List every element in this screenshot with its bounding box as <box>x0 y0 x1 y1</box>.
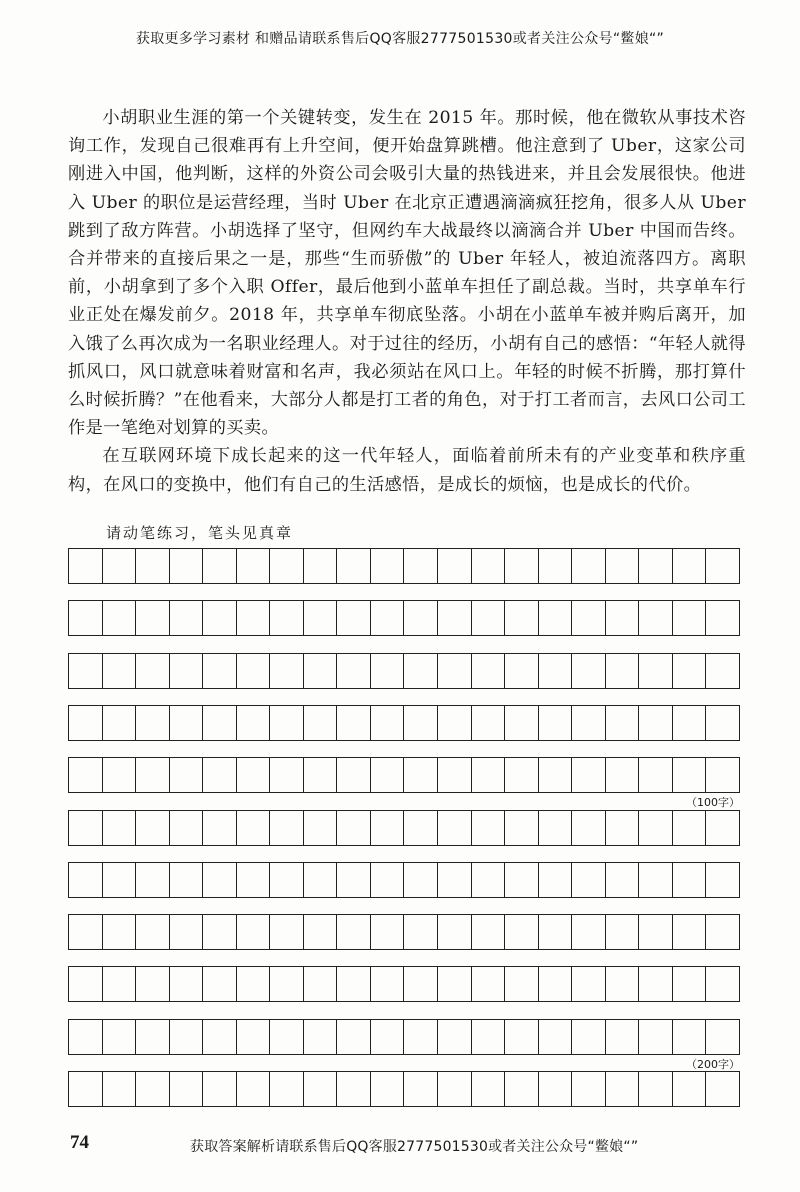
grid-cell[interactable] <box>606 863 640 897</box>
grid-cell[interactable] <box>472 1072 506 1106</box>
grid-cell[interactable] <box>304 601 338 635</box>
grid-cell[interactable] <box>438 1072 472 1106</box>
grid-cell[interactable] <box>170 1072 204 1106</box>
grid-cell[interactable] <box>539 549 573 583</box>
grid-cell[interactable] <box>639 863 673 897</box>
grid-cell[interactable] <box>438 654 472 688</box>
grid-cell[interactable] <box>472 706 506 740</box>
grid-cell[interactable] <box>572 601 606 635</box>
grid-cell[interactable] <box>438 706 472 740</box>
grid-cell[interactable] <box>639 706 673 740</box>
grid-cell[interactable] <box>170 654 204 688</box>
grid-cell[interactable] <box>270 967 304 1001</box>
grid-cell[interactable] <box>706 654 739 688</box>
grid-cell[interactable] <box>304 549 338 583</box>
grid-cell[interactable] <box>337 915 371 949</box>
grid-cell[interactable] <box>606 915 640 949</box>
grid-cell[interactable] <box>237 758 271 792</box>
grid-cell[interactable] <box>639 601 673 635</box>
grid-row <box>68 914 740 950</box>
grid-cell[interactable] <box>505 811 539 845</box>
grid-cell[interactable] <box>304 967 338 1001</box>
grid-cell[interactable] <box>304 1072 338 1106</box>
grid-cell[interactable] <box>706 915 739 949</box>
grid-cell[interactable] <box>572 863 606 897</box>
grid-cell[interactable] <box>404 811 438 845</box>
grid-cell[interactable] <box>572 915 606 949</box>
grid-cell[interactable] <box>673 967 707 1001</box>
grid-cell[interactable] <box>337 549 371 583</box>
grid-cell[interactable] <box>438 811 472 845</box>
grid-cell[interactable] <box>438 1020 472 1054</box>
grid-cell[interactable] <box>371 601 405 635</box>
grid-cell[interactable] <box>404 758 438 792</box>
grid-cell[interactable] <box>337 811 371 845</box>
grid-cell[interactable] <box>304 863 338 897</box>
grid-cell[interactable] <box>673 811 707 845</box>
grid-cell[interactable] <box>539 706 573 740</box>
grid-cell[interactable] <box>572 706 606 740</box>
grid-cell[interactable] <box>103 915 137 949</box>
grid-cell[interactable] <box>371 706 405 740</box>
grid-row <box>68 548 740 584</box>
grid-cell[interactable] <box>472 601 506 635</box>
grid-cell[interactable] <box>505 758 539 792</box>
grid-cell[interactable] <box>606 601 640 635</box>
grid-cell[interactable] <box>270 706 304 740</box>
grid-cell[interactable] <box>706 549 739 583</box>
grid-cell[interactable] <box>572 758 606 792</box>
grid-cell[interactable] <box>438 915 472 949</box>
grid-cell[interactable] <box>203 654 237 688</box>
grid-cell[interactable] <box>472 1020 506 1054</box>
grid-cell[interactable] <box>539 811 573 845</box>
grid-cell[interactable] <box>69 863 103 897</box>
grid-cell[interactable] <box>136 967 170 1001</box>
page-number: 74 <box>70 1132 89 1153</box>
word-count-mark: （100字） <box>686 796 740 810</box>
grid-cell[interactable] <box>572 811 606 845</box>
grid-cell[interactable] <box>203 758 237 792</box>
grid-cell[interactable] <box>572 1020 606 1054</box>
grid-cell[interactable] <box>103 863 137 897</box>
grid-row <box>68 1019 740 1055</box>
grid-cell[interactable] <box>304 706 338 740</box>
grid-cell[interactable] <box>404 706 438 740</box>
grid-cell[interactable] <box>337 758 371 792</box>
grid-cell[interactable] <box>69 1072 103 1106</box>
grid-cell[interactable] <box>170 915 204 949</box>
grid-cell[interactable] <box>304 1020 338 1054</box>
grid-cell[interactable] <box>706 758 739 792</box>
grid-cell[interactable] <box>539 863 573 897</box>
grid-cell[interactable] <box>170 549 204 583</box>
grid-cell[interactable] <box>438 549 472 583</box>
grid-cell[interactable] <box>404 601 438 635</box>
grid-cell[interactable] <box>673 1072 707 1106</box>
grid-cell[interactable] <box>606 1020 640 1054</box>
grid-cell[interactable] <box>304 654 338 688</box>
grid-cell[interactable] <box>69 915 103 949</box>
grid-cell[interactable] <box>203 863 237 897</box>
grid-cell[interactable] <box>237 811 271 845</box>
grid-cell[interactable] <box>304 811 338 845</box>
grid-cell[interactable] <box>404 549 438 583</box>
grid-cell[interactable] <box>203 601 237 635</box>
grid-cell[interactable] <box>505 706 539 740</box>
exercise-prompt: 请动笔练习，笔头见真章 <box>106 524 294 542</box>
grid-cell[interactable] <box>639 1072 673 1106</box>
grid-row <box>68 810 740 846</box>
grid-cell[interactable] <box>270 654 304 688</box>
grid-cell[interactable] <box>136 706 170 740</box>
grid-cell[interactable] <box>304 915 338 949</box>
grid-cell[interactable] <box>572 654 606 688</box>
grid-cell[interactable] <box>237 706 271 740</box>
grid-cell[interactable] <box>505 967 539 1001</box>
grid-cell[interactable] <box>606 758 640 792</box>
grid-cell[interactable] <box>505 1020 539 1054</box>
grid-cell[interactable] <box>606 654 640 688</box>
grid-cell[interactable] <box>270 1072 304 1106</box>
grid-cell[interactable] <box>371 549 405 583</box>
grid-cell[interactable] <box>505 863 539 897</box>
grid-cell[interactable] <box>203 811 237 845</box>
grid-cell[interactable] <box>472 967 506 1001</box>
grid-cell[interactable] <box>270 811 304 845</box>
grid-cell[interactable] <box>136 549 170 583</box>
grid-cell[interactable] <box>472 863 506 897</box>
grid-row <box>68 1071 740 1107</box>
grid-cell[interactable] <box>539 1020 573 1054</box>
grid-cell[interactable] <box>673 549 707 583</box>
grid-cell[interactable] <box>539 1072 573 1106</box>
grid-cell[interactable] <box>371 758 405 792</box>
grid-cell[interactable] <box>438 601 472 635</box>
grid-cell[interactable] <box>136 1020 170 1054</box>
grid-cell[interactable] <box>371 967 405 1001</box>
grid-cell[interactable] <box>639 549 673 583</box>
grid-cell[interactable] <box>606 1072 640 1106</box>
grid-cell[interactable] <box>706 601 739 635</box>
grid-cell[interactable] <box>304 758 338 792</box>
grid-cell[interactable] <box>103 967 137 1001</box>
grid-cell[interactable] <box>371 654 405 688</box>
grid-cell[interactable] <box>337 1072 371 1106</box>
grid-cell[interactable] <box>237 654 271 688</box>
grid-cell[interactable] <box>572 1072 606 1106</box>
grid-cell[interactable] <box>237 601 271 635</box>
grid-cell[interactable] <box>337 601 371 635</box>
grid-cell[interactable] <box>572 967 606 1001</box>
grid-cell[interactable] <box>103 811 137 845</box>
grid-cell[interactable] <box>170 601 204 635</box>
grid-row <box>68 966 740 1002</box>
grid-row <box>68 600 740 636</box>
grid-cell[interactable] <box>170 811 204 845</box>
grid-cell[interactable] <box>371 811 405 845</box>
grid-cell[interactable] <box>69 706 103 740</box>
grid-cell[interactable] <box>136 915 170 949</box>
grid-cell[interactable] <box>639 811 673 845</box>
grid-cell[interactable] <box>505 601 539 635</box>
grid-cell[interactable] <box>270 863 304 897</box>
grid-cell[interactable] <box>706 863 739 897</box>
grid-row <box>68 862 740 898</box>
grid-cell[interactable] <box>606 811 640 845</box>
grid-cell[interactable] <box>337 654 371 688</box>
grid-cell[interactable] <box>237 549 271 583</box>
grid-cell[interactable] <box>606 967 640 1001</box>
grid-cell[interactable] <box>337 967 371 1001</box>
grid-cell[interactable] <box>69 654 103 688</box>
grid-cell[interactable] <box>706 967 739 1001</box>
grid-cell[interactable] <box>203 549 237 583</box>
grid-cell[interactable] <box>572 549 606 583</box>
grid-cell[interactable] <box>136 601 170 635</box>
grid-cell[interactable] <box>472 915 506 949</box>
grid-cell[interactable] <box>673 758 707 792</box>
grid-cell[interactable] <box>505 1072 539 1106</box>
grid-cell[interactable] <box>136 811 170 845</box>
grid-cell[interactable] <box>136 1072 170 1106</box>
grid-cell[interactable] <box>270 1020 304 1054</box>
grid-cell[interactable] <box>170 706 204 740</box>
grid-cell[interactable] <box>539 758 573 792</box>
grid-cell[interactable] <box>237 1020 271 1054</box>
grid-cell[interactable] <box>673 654 707 688</box>
grid-cell[interactable] <box>270 758 304 792</box>
grid-cell[interactable] <box>673 601 707 635</box>
grid-cell[interactable] <box>639 915 673 949</box>
grid-cell[interactable] <box>706 706 739 740</box>
grid-cell[interactable] <box>69 601 103 635</box>
grid-cell[interactable] <box>170 863 204 897</box>
grid-cell[interactable] <box>606 549 640 583</box>
word-count-mark: （200字） <box>686 1057 740 1071</box>
grid-cell[interactable] <box>103 1072 137 1106</box>
grid-cell[interactable] <box>404 1020 438 1054</box>
grid-cell[interactable] <box>539 967 573 1001</box>
grid-cell[interactable] <box>103 601 137 635</box>
grid-cell[interactable] <box>639 1020 673 1054</box>
grid-cell[interactable] <box>706 811 739 845</box>
grid-cell[interactable] <box>237 967 271 1001</box>
grid-cell[interactable] <box>103 654 137 688</box>
grid-cell[interactable] <box>270 915 304 949</box>
grid-cell[interactable] <box>371 1072 405 1106</box>
grid-cell[interactable] <box>69 811 103 845</box>
grid-cell[interactable] <box>404 863 438 897</box>
grid-cell[interactable] <box>371 1020 405 1054</box>
grid-cell[interactable] <box>237 1072 271 1106</box>
grid-cell[interactable] <box>170 758 204 792</box>
grid-cell[interactable] <box>539 654 573 688</box>
grid-cell[interactable] <box>170 967 204 1001</box>
grid-cell[interactable] <box>639 967 673 1001</box>
grid-cell[interactable] <box>706 1020 739 1054</box>
grid-cell[interactable] <box>136 863 170 897</box>
grid-cell[interactable] <box>539 601 573 635</box>
grid-cell[interactable] <box>136 654 170 688</box>
grid-cell[interactable] <box>505 915 539 949</box>
grid-cell[interactable] <box>237 915 271 949</box>
grid-cell[interactable] <box>203 967 237 1001</box>
grid-cell[interactable] <box>438 758 472 792</box>
grid-cell[interactable] <box>472 758 506 792</box>
grid-cell[interactable] <box>673 1020 707 1054</box>
grid-cell[interactable] <box>170 1020 204 1054</box>
grid-cell[interactable] <box>103 1020 137 1054</box>
grid-cell[interactable] <box>472 811 506 845</box>
paragraph: 在互联网环境下成长起来的这一代年轻人，面临着前所未有的产业变革和秩序重构，在风口的变换中，他们有自己的生活感悟，是成长的烦恼，也是成长的代价。 <box>68 446 746 495</box>
grid-cell[interactable] <box>103 706 137 740</box>
grid-row <box>68 653 740 689</box>
grid-cell[interactable] <box>706 1072 739 1106</box>
page-header: 获取更多学习素材 和赠品请联系售后QQ客服2777501530或者关注公众号“鳖娘“” <box>135 31 665 47</box>
grid-cell[interactable] <box>270 601 304 635</box>
grid-cell[interactable] <box>103 758 137 792</box>
grid-cell[interactable] <box>69 1020 103 1054</box>
grid-cell[interactable] <box>673 706 707 740</box>
grid-cell[interactable] <box>337 706 371 740</box>
paragraph: 小胡职业生涯的第一个关键转变，发生在 2015 年。那时候，他在微软从事技术咨询工作，发现自己很难再有上升空间，便开始盘算跳槽。他注意到了 Uber，这家公司刚进入中国，他判断，这样的外资公司会吸引大量的热钱进来，并且会发展很快。他进入 Uber 的职位是运营经理，当时 Uber 在北京正遭遇滴滴疯狂挖角，很多人从 Uber 跳到了敌方阵营。小胡选择了坚守，但网约车大战最终以滴滴合并 Uber 中国而告终。合并带来的直接后果之一是，那些“生而骄傲”的 Uber 年轻人，被迫流落四方。离职前，小胡拿到了多个入职 Offer，最后他到小蓝单车担任了副总裁。当时，共享单车行业正处在爆发前夕。2018 年，共享单车彻底坠落。小胡在小蓝单车被并购后离开，加入饿了么再次成为一名职业经理人。对于过往的经历，小胡有自己的感悟：“年轻人就得抓风口，风口就意味着财富和名声，我必须站在风口上。年轻的时候不折腾，那打算什么时候折腾？”在他看来，大部分人都是打工者的角色，对于打工者而言，去风口公司工作是一笔绝对划算的买卖。 <box>68 108 746 439</box>
grid-cell[interactable] <box>438 967 472 1001</box>
grid-cell[interactable] <box>606 706 640 740</box>
grid-cell[interactable] <box>69 549 103 583</box>
article-body <box>68 104 746 499</box>
grid-cell[interactable] <box>404 654 438 688</box>
grid-cell[interactable] <box>404 1072 438 1106</box>
grid-cell[interactable] <box>203 915 237 949</box>
grid-cell[interactable] <box>203 1072 237 1106</box>
grid-cell[interactable] <box>69 758 103 792</box>
grid-cell[interactable] <box>673 915 707 949</box>
grid-cell[interactable] <box>270 549 304 583</box>
grid-cell[interactable] <box>438 863 472 897</box>
grid-cell[interactable] <box>539 915 573 949</box>
grid-cell[interactable] <box>371 915 405 949</box>
grid-cell[interactable] <box>472 654 506 688</box>
grid-cell[interactable] <box>639 758 673 792</box>
grid-cell[interactable] <box>505 654 539 688</box>
grid-cell[interactable] <box>203 1020 237 1054</box>
grid-cell[interactable] <box>103 549 137 583</box>
grid-cell[interactable] <box>673 863 707 897</box>
grid-cell[interactable] <box>404 967 438 1001</box>
grid-cell[interactable] <box>136 758 170 792</box>
grid-cell[interactable] <box>237 863 271 897</box>
grid-cell[interactable] <box>472 549 506 583</box>
grid-cell[interactable] <box>69 967 103 1001</box>
grid-row <box>68 757 740 793</box>
grid-cell[interactable] <box>404 915 438 949</box>
grid-cell[interactable] <box>337 863 371 897</box>
grid-cell[interactable] <box>337 1020 371 1054</box>
grid-cell[interactable] <box>505 549 539 583</box>
grid-cell[interactable] <box>371 863 405 897</box>
grid-cell[interactable] <box>203 706 237 740</box>
grid-row <box>68 705 740 741</box>
page-footer: 获取答案解析请联系售后QQ客服2777501530或者关注公众号“鳖娘“” <box>190 1139 639 1155</box>
grid-cell[interactable] <box>639 654 673 688</box>
